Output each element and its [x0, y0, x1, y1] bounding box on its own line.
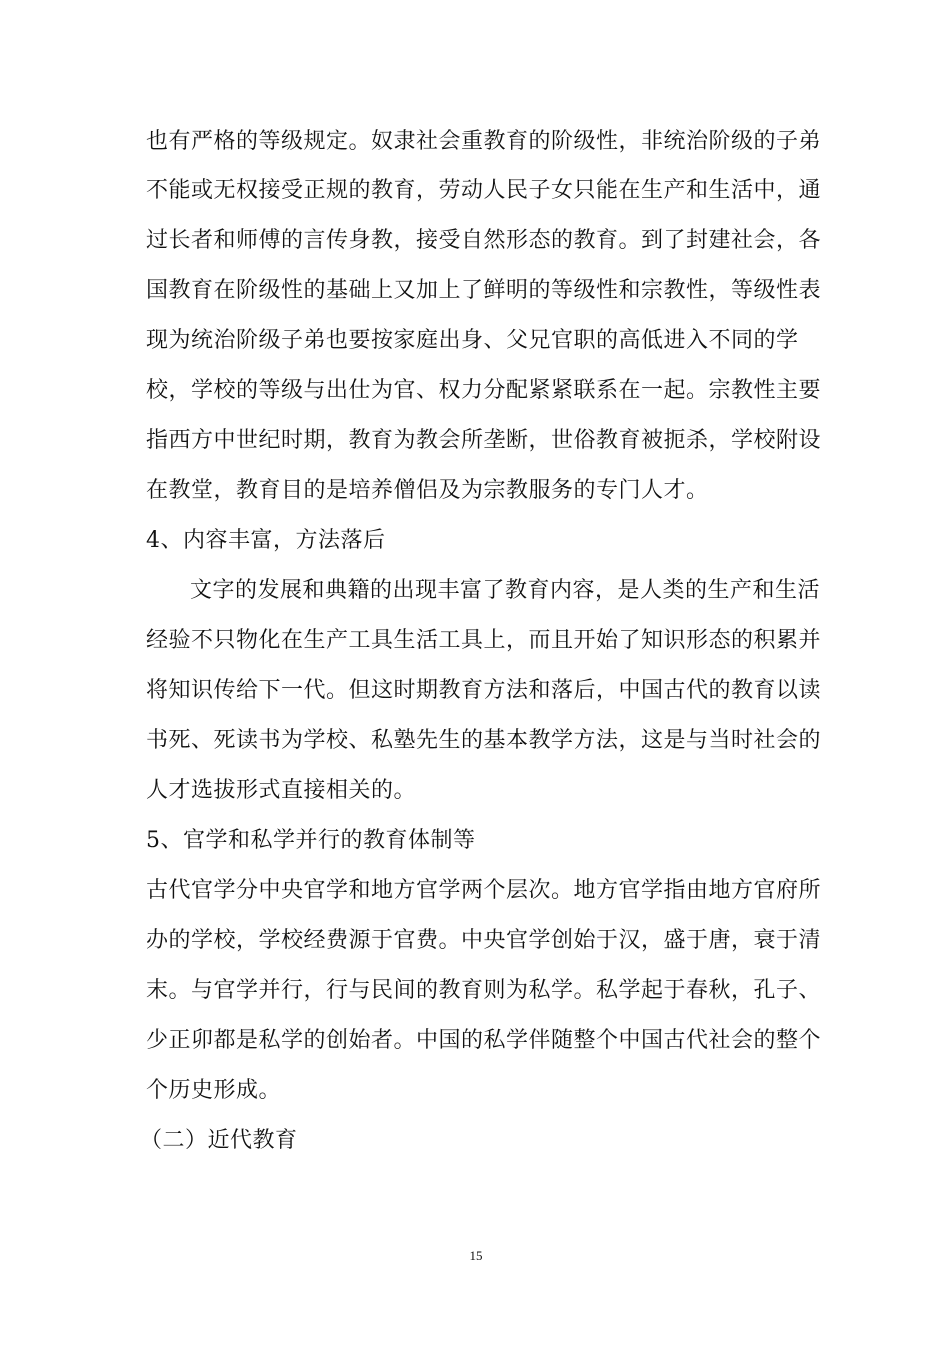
text-line: 校，学校的等级与出仕为官、权力分配紧紧联系在一起。宗教性主要 — [146, 378, 822, 403]
text-line: 现为统治阶级子弟也要按家庭出身、父兄官职的高低进入不同的学 — [146, 328, 799, 353]
text-line: 也有严格的等级规定。奴隶社会重教育的阶级性，非统治阶级的子弟 — [146, 129, 822, 154]
text-line: 古代官学分中央官学和地方官学两个层次。地方官学指由地方官府所 — [146, 878, 822, 903]
section-heading: 4、内容丰富，方法落后 — [146, 528, 386, 553]
text-line: 不能或无权接受正规的教育，劳动人民子女只能在生产和生活中，通 — [146, 178, 822, 203]
text-line: 少正卯都是私学的创始者。中国的私学伴随整个中国古代社会的整个 — [146, 1028, 822, 1053]
text-line: 过长者和师傅的言传身教，接受自然形态的教育。到了封建社会，各 — [146, 228, 822, 253]
text-line: 文字的发展和典籍的出现丰富了教育内容，是人类的生产和生活 — [190, 578, 821, 603]
text-line: 国教育在阶级性的基础上又加上了鲜明的等级性和宗教性，等级性表 — [146, 278, 822, 303]
text-line: 书死、死读书为学校、私塾先生的基本教学方法，这是与当时社会的 — [146, 728, 822, 753]
section-heading: （二）近代教育 — [140, 1128, 298, 1153]
section-heading: 5、官学和私学并行的教育体制等 — [146, 828, 476, 853]
text-line: 指西方中世纪时期，教育为教会所垄断，世俗教育被扼杀，学校附设 — [146, 428, 822, 453]
text-line: 个历史形成。 — [146, 1078, 282, 1103]
text-line: 在教堂，教育目的是培养僧侣及为宗教服务的专门人才。 — [146, 478, 709, 503]
page-number: 15 — [469, 1248, 483, 1263]
text-line: 人才选拔形式直接相关的。 — [146, 778, 417, 803]
text-line: 经验不只物化在生产工具生活工具上，而且开始了知识形态的积累并 — [146, 628, 822, 653]
text-line: 办的学校，学校经费源于官费。中央官学创始于汉，盛于唐，衰于清 — [146, 928, 822, 953]
text-line: 末。与官学并行，行与民间的教育则为私学。私学起于春秋，孔子、 — [146, 978, 822, 1003]
text-line: 将知识传给下一代。但这时期教育方法和落后，中国古代的教育以读 — [146, 678, 822, 703]
